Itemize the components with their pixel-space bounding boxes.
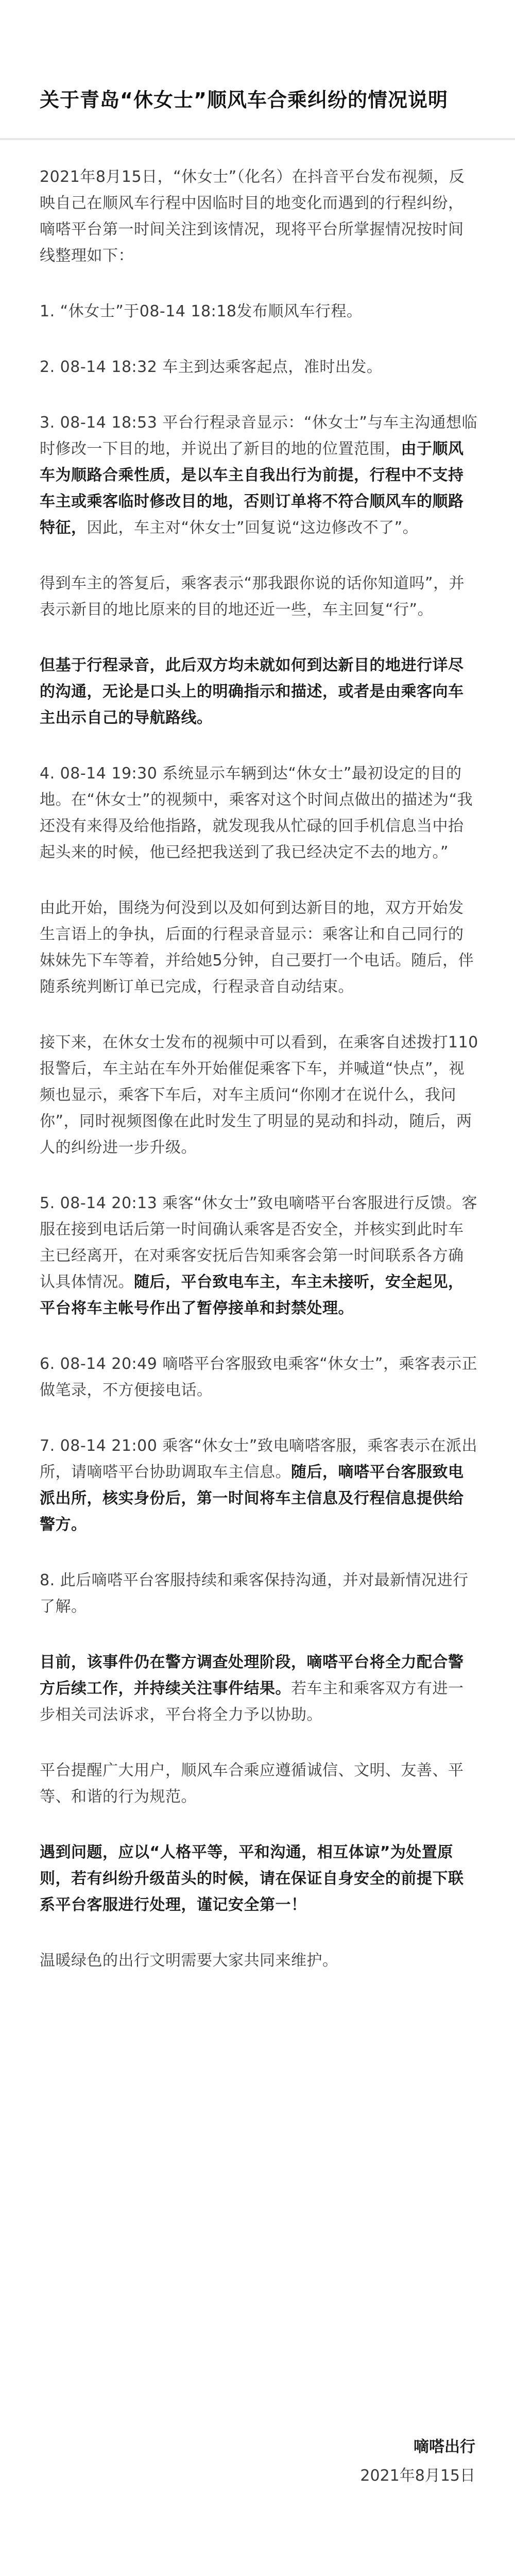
signature-date: 2021年8月15日 <box>360 2467 475 2485</box>
paragraph <box>40 164 479 269</box>
paragraph <box>40 1190 479 1321</box>
paragraph-bold-text: 遇到问题，应以“人格平等，平和沟通，相互体谅”为处置原则，若有纠纷升级苗头的时候，请在保证自身安全的前提下联系平台客服进行处理，谨记安全第一！ <box>40 1843 464 1914</box>
paragraph <box>40 895 479 1000</box>
paragraph-text: 1. “休女士”于08-14 18:18发布顺风车行程。 <box>40 302 363 320</box>
paragraph-text: 接下来，在休女士发布的视频中可以看到，在乘客自述拨打110报警后，车主站在车外开始催促乘客下车，并喊道“快点”，视频也显示，乘客下车后，对车主质问“你刚才在说什么，我问你”，同时视频图像在此时发生了明显的晃动和抖动，随后，两人的纠纷进一步升级。 <box>40 1033 478 1157</box>
paragraph <box>40 760 479 866</box>
paragraph <box>40 1649 479 1728</box>
paragraph-text: 温暖绿色的出行文明需要大家共同来维护。 <box>40 1952 338 1970</box>
paragraph <box>40 570 479 623</box>
paragraph-text: 5. 08-14 20:13 乘客“休女士”致电嘀嗒平台客服进行反馈。客服在接到电话后第一时间确认乘客是否安全，并核实到此时车主已经离开，在对乘客安抚后告知乘客会第一时间联系各方确认具体情况。 <box>40 1194 477 1291</box>
paragraph <box>40 1839 479 1918</box>
paragraph <box>40 1757 479 1810</box>
paragraph-text: 平台提醒广大用户，顺风车合乘应遵循诚信、文明、友善、平等、和谐的行为规范。 <box>40 1761 464 1806</box>
paragraph-text: 7. 08-14 21:00 乘客“休女士”致电嘀嗒客服，乘客表示在派出所，请嘀嗒平台协助调取车主信息。 <box>40 1437 477 1481</box>
paragraph-bold-text: 由于顺风车为顺路合乘性质，是以车主自我出行为前提，行程中不支持车主或乘客临时修改目的地，否则订单将不符合顺风车的顺路特征， <box>40 440 464 537</box>
document-body <box>40 164 479 2003</box>
paragraph-text: 4. 08-14 19:30 系统显示车辆到达“休女士”最初设定的目的地。在“休女士”的视频中，乘客对这个时间点做出的描述为“我还没有来得及给他指路，就发现我从忙碌的回手机信息当中抬起头来的时候，他已经把我送到了我已经决定不去的地方。” <box>40 765 473 861</box>
signature-org: 嘀嗒出行 <box>414 2438 475 2456</box>
paragraph <box>40 652 479 731</box>
paragraph-text: 8. 此后嘀嗒平台客服持续和乘客保持沟通，并对最新情况进行了解。 <box>40 1571 469 1616</box>
paragraph <box>40 1029 479 1161</box>
paragraph-text: 因此，车主对“休女士”回复说“这边修改不了”。 <box>87 519 419 537</box>
title-divider <box>0 138 515 140</box>
paragraph-text: 2021年8月15日，“休女士”（化名）在抖音平台发布视频，反映自己在顺风车行程中因临时目的地变化而遇到的行程纠纷，嘀嗒平台第一时间关注到该情况，现将平台所掌握情况按时间线整理如下： <box>40 168 465 265</box>
paragraph <box>40 354 479 380</box>
paragraph-bold-text: 目前，该事件仍在警方调查处理阶段，嘀嗒平台将全力配合警方后续工作，并持续关注事件结果。 <box>40 1653 464 1698</box>
paragraph-text: 2. 08-14 18:32 车主到达乘客起点，准时出发。 <box>40 358 383 376</box>
paragraph <box>40 1433 479 1538</box>
signature-block <box>360 2433 475 2490</box>
paragraph-bold-text: 随后，平台致电车主，车主未接听，安全起见，平台将车主帐号作出了暂停接单和封禁处理。 <box>40 1273 464 1317</box>
paragraph <box>40 298 479 325</box>
paragraph <box>40 1567 479 1620</box>
document-title: 关于青岛“休女士”顺风车合乘纠纷的情况说明 <box>40 89 448 111</box>
paragraph-text: 3. 08-14 18:53 平台行程录音显示：“休女士”与车主沟通想临时修改一下目的地，并说出了新目的地的位置范围， <box>40 414 477 458</box>
paragraph <box>40 1947 479 1974</box>
paragraph-text: 若车主和乘客双方有进一步相关司法诉求，平台将全力予以协助。 <box>40 1680 464 1724</box>
paragraph-text: 6. 08-14 20:49 嘀嗒平台客服致电乘客“休女士”，乘客表示正做笔录，不方便接电话。 <box>40 1355 477 1399</box>
paragraph-text: 得到车主的答复后，乘客表示“那我跟你说的话你知道吗”，并表示新目的地比原来的目的地还近一些，车主回复“行”。 <box>40 574 465 619</box>
paragraph <box>40 1351 479 1403</box>
paragraph-bold-text: 但基于行程录音，此后双方均未就如何到达新目的地进行详尽的沟通，无论是口头上的明确指示和描述，或者是由乘客向车主出示自己的导航路线。 <box>40 656 464 727</box>
paragraph-bold-text: 随后，嘀嗒平台客服致电派出所，核实身份后，第一时间将车主信息及行程信息提供给警方。 <box>40 1463 464 1534</box>
paragraph-text: 由此开始，围绕为何没到以及如何到达新目的地，双方开始发生言语上的争执，后面的行程录音显示：乘客让和自己同行的妹妹先下车等着，并给她5分钟，自己要打一个电话。随后，伴随系统判断订单已完成，行程录音自动结束。 <box>40 899 474 996</box>
paragraph <box>40 410 479 541</box>
